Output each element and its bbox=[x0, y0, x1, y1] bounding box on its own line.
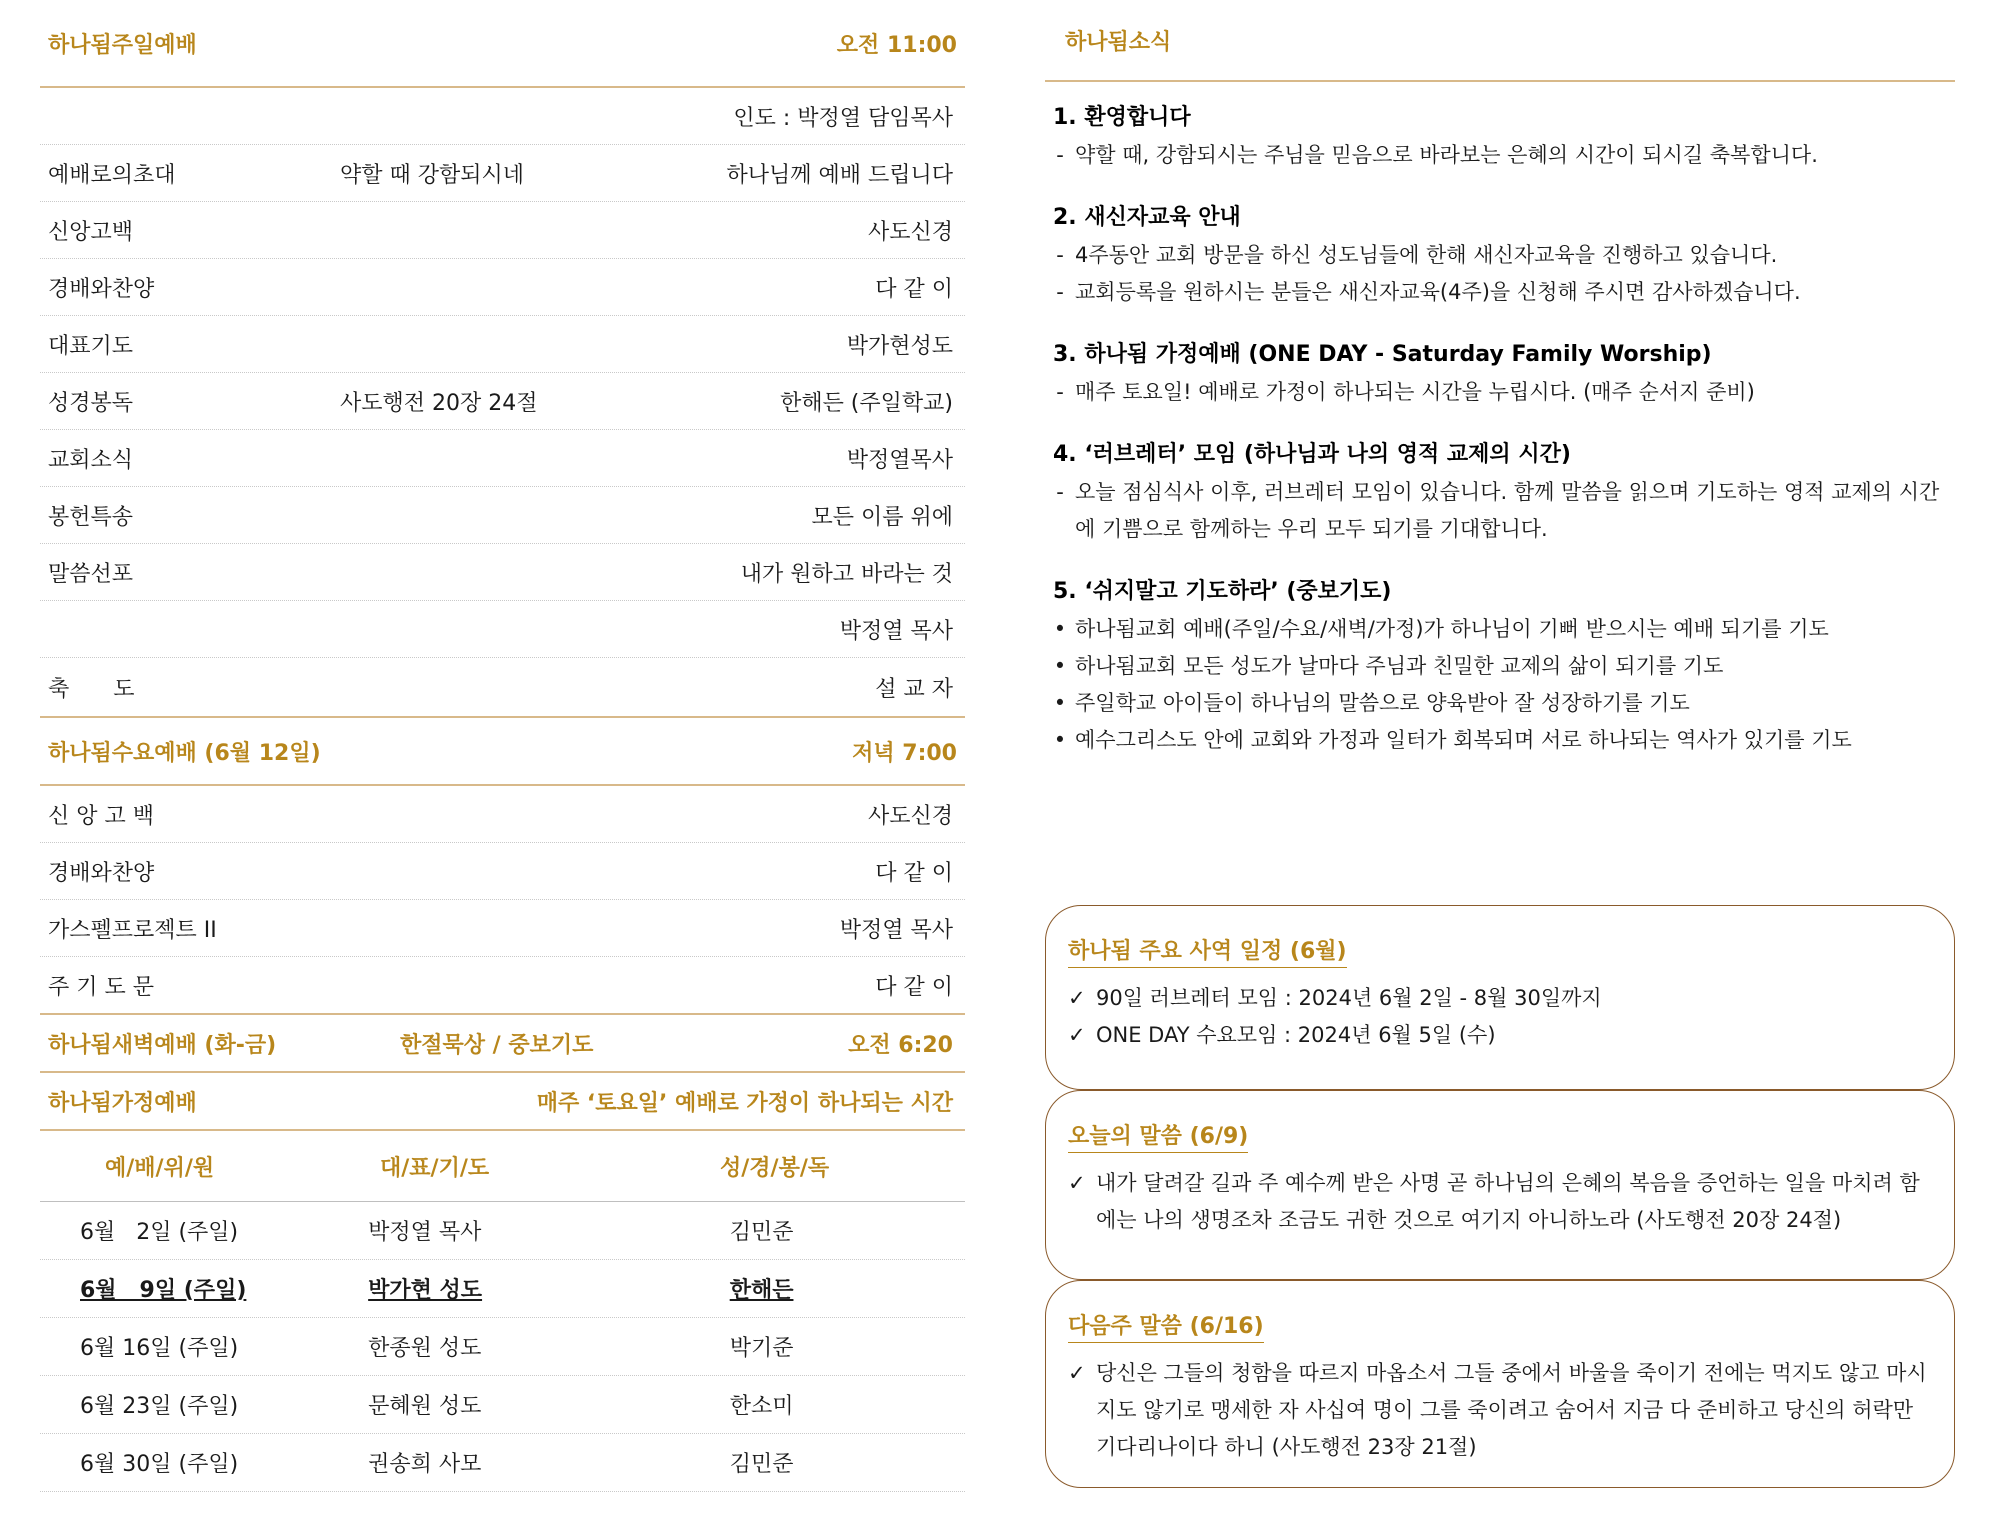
family-date: 6월 2일 (주일) bbox=[80, 1220, 239, 1245]
news-item bbox=[1045, 574, 1955, 759]
sunday-order-list bbox=[40, 145, 965, 716]
check-icon: ✓ bbox=[1068, 1361, 1086, 1385]
family-table-row bbox=[40, 1376, 965, 1434]
order-name: 교회소식 bbox=[48, 447, 134, 473]
family-title: 하나됨가정예배 bbox=[48, 1090, 197, 1116]
family-prayer: 문혜원 성도 bbox=[368, 1394, 482, 1419]
family-table-header bbox=[40, 1131, 965, 1202]
news-item bbox=[1045, 337, 1955, 411]
order-person: 다 같 이 bbox=[875, 276, 953, 302]
order-person: 사도신경 bbox=[867, 219, 953, 245]
sunday-order-row bbox=[40, 316, 965, 373]
news-heading: 5. ‘쉬지말고 기도하라’ (중보기도) bbox=[1053, 579, 1392, 604]
order-name: 신 앙 고 백 bbox=[48, 803, 154, 829]
news-line bbox=[1045, 474, 1955, 548]
sunday-order-row bbox=[40, 145, 965, 202]
sunday-leader: 인도 : 박정열 담임목사 bbox=[733, 105, 953, 131]
family-col-committee: 예/배/위/원 bbox=[105, 1155, 215, 1181]
news-line bbox=[1045, 137, 1955, 174]
news-text: 매주 토요일! 예배로 가정이 하나되는 시간을 누립시다. (매주 순서지 준비) bbox=[1075, 380, 1755, 404]
news-text: 하나됨교회 예배(주일/수요/새벽/가정)가 하나님이 기뻐 받으시는 예배 되기를 기도 bbox=[1075, 617, 1829, 641]
news-title: 하나됨소식 bbox=[1045, 0, 1955, 82]
check-text: 90일 러브레터 모임 : 2024년 6월 2일 - 8월 30일까지 bbox=[1096, 986, 1602, 1010]
family-col-prayer: 대/표/기/도 bbox=[380, 1155, 490, 1181]
order-name: 예배로의초대 bbox=[48, 162, 176, 188]
family-reading: 한소미 bbox=[729, 1394, 794, 1419]
family-col-reading: 성/경/봉/독 bbox=[720, 1155, 830, 1181]
family-prayer: 박정열 목사 bbox=[368, 1220, 482, 1245]
news-text: 교회등록을 원하시는 분들은 새신자교육(4주)을 신청해 주시면 감사하겠습니다. bbox=[1075, 280, 1801, 304]
order-name: 주 기 도 문 bbox=[48, 974, 154, 1000]
family-date: 6월 16일 (주일) bbox=[80, 1336, 239, 1361]
news-line bbox=[1045, 274, 1955, 311]
order-name: 대표기도 bbox=[48, 333, 134, 359]
next-word-title: 다음주 말씀 (6/16) bbox=[1068, 1309, 1264, 1343]
check-line bbox=[1068, 980, 1932, 1017]
check-text: ONE DAY 수요모임 : 2024년 6월 5일 (수) bbox=[1096, 1023, 1496, 1047]
order-name: 말씀선포 bbox=[48, 561, 134, 587]
news-item bbox=[1045, 437, 1955, 548]
order-person: 모든 이름 위에 bbox=[811, 504, 953, 530]
news-marker: - bbox=[1056, 480, 1064, 504]
order-person: 설 교 자 bbox=[875, 676, 953, 702]
family-date: 6월 23일 (주일) bbox=[80, 1394, 239, 1419]
wednesday-time: 저녁 7:00 bbox=[852, 740, 957, 766]
news-marker: • bbox=[1053, 728, 1067, 752]
family-date: 6월 9일 (주일) bbox=[80, 1278, 247, 1303]
news-heading: 4. ‘러브레터’ 모임 (하나님과 나의 영적 교제의 시간) bbox=[1053, 442, 1571, 467]
news-text: 4주동안 교회 방문을 하신 성도님들에 한해 새신자교육을 진행하고 있습니다. bbox=[1075, 243, 1778, 267]
news-item bbox=[1045, 100, 1955, 174]
wednesday-order-row bbox=[40, 900, 965, 957]
news-line bbox=[1045, 685, 1955, 722]
news-marker: • bbox=[1053, 617, 1067, 641]
family-reading: 김민준 bbox=[729, 1452, 794, 1477]
news-text: 약할 때, 강함되시는 주님을 믿음으로 바라보는 은혜의 시간이 되시길 축복합니다. bbox=[1075, 143, 1818, 167]
next-word-box bbox=[1045, 1280, 1955, 1488]
family-table-row bbox=[40, 1260, 965, 1318]
news-item bbox=[1045, 200, 1955, 311]
order-name: 경배와찬양 bbox=[48, 276, 155, 302]
wednesday-header bbox=[40, 716, 965, 786]
news-marker: - bbox=[1056, 280, 1064, 304]
order-person: 내가 원하고 바라는 것 bbox=[740, 561, 953, 587]
family-reading: 박기준 bbox=[729, 1336, 794, 1361]
order-name: 봉헌특송 bbox=[48, 504, 134, 530]
check-icon: ✓ bbox=[1068, 1023, 1086, 1047]
sunday-order-row bbox=[40, 487, 965, 544]
check-line bbox=[1068, 1165, 1932, 1239]
order-detail: 약할 때 강함되시네 bbox=[340, 162, 525, 188]
news-marker: - bbox=[1056, 380, 1064, 404]
check-text: 내가 달려갈 길과 주 예수께 받은 사명 곧 하나님의 은혜의 복음을 증언하는 일을 마치려 함에는 나의 생명조차 조금도 귀한 것으로 여기지 아니하노라 (사도행전 20장 24절) bbox=[1096, 1171, 1920, 1232]
family-subtitle: 매주 ‘토요일’ 예배로 가정이 하나되는 시간 bbox=[536, 1090, 953, 1116]
news-heading: 2. 새신자교육 안내 bbox=[1053, 205, 1241, 230]
family-table-row bbox=[40, 1434, 965, 1492]
sunday-leader-row bbox=[40, 88, 965, 145]
news-line bbox=[1045, 374, 1955, 411]
wednesday-order-list bbox=[40, 786, 965, 1013]
family-table-row bbox=[40, 1318, 965, 1376]
news-line bbox=[1045, 722, 1955, 759]
order-name: 성경봉독 bbox=[48, 390, 134, 416]
schedule-box bbox=[1045, 905, 1955, 1090]
family-reading: 김민준 bbox=[729, 1220, 794, 1245]
news-text: 주일학교 아이들이 하나님의 말씀으로 양육받아 잘 성장하기를 기도 bbox=[1075, 691, 1690, 715]
news-text: 예수그리스도 안에 교회와 가정과 일터가 회복되며 서로 하나되는 역사가 있기를 기도 bbox=[1075, 728, 1852, 752]
left-column bbox=[40, 0, 965, 1492]
family-reading: 한해든 bbox=[729, 1278, 794, 1303]
check-text: 당신은 그들의 청함을 따르지 마옵소서 그들 중에서 바울을 죽이기 전에는 먹지도 않고 마시지도 않기로 맹세한 자 사십여 명이 그를 죽이려고 숨어서 지금 다 준비하고 당신의 허락만 기다리나이다 하니 (사도행전 23장 21절) bbox=[1096, 1361, 1927, 1459]
news-heading: 3. 하나됨 가정예배 (ONE DAY - Saturday Family Worship) bbox=[1053, 342, 1712, 367]
sunday-order-row bbox=[40, 202, 965, 259]
sunday-order-row bbox=[40, 544, 965, 601]
family-table-row bbox=[40, 1202, 965, 1260]
wednesday-order-row bbox=[40, 957, 965, 1013]
dawn-title: 하나됨새벽예배 (화-금) bbox=[48, 1032, 277, 1058]
order-person: 박정열 목사 bbox=[839, 618, 953, 644]
order-person: 박정열 목사 bbox=[839, 917, 953, 943]
next-word-text bbox=[1068, 1355, 1932, 1466]
wednesday-title: 하나됨수요예배 (6월 12일) bbox=[48, 740, 321, 766]
news-line bbox=[1045, 611, 1955, 648]
family-prayer: 박가현 성도 bbox=[368, 1278, 483, 1303]
sunday-order-row bbox=[40, 601, 965, 658]
dawn-header bbox=[40, 1013, 965, 1073]
sunday-order-row bbox=[40, 259, 965, 316]
news-line bbox=[1045, 648, 1955, 685]
family-date: 6월 30일 (주일) bbox=[80, 1452, 239, 1477]
schedule-title: 하나됨 주요 사역 일정 (6월) bbox=[1068, 934, 1347, 968]
family-header bbox=[40, 1073, 965, 1131]
news-heading: 1. 환영합니다 bbox=[1053, 105, 1191, 130]
order-name: 신앙고백 bbox=[48, 219, 134, 245]
sunday-header bbox=[40, 0, 965, 88]
check-line bbox=[1068, 1017, 1932, 1054]
order-person: 다 같 이 bbox=[875, 860, 953, 886]
schedule-list bbox=[1068, 980, 1932, 1054]
dawn-time: 오전 6:20 bbox=[848, 1032, 953, 1058]
dawn-program: 한절묵상 / 중보기도 bbox=[400, 1032, 594, 1058]
sunday-order-row bbox=[40, 658, 965, 716]
order-person: 박정열목사 bbox=[846, 447, 953, 473]
today-word-box bbox=[1045, 1090, 1955, 1280]
news-text: 하나됨교회 모든 성도가 날마다 주님과 친밀한 교제의 삶이 되기를 기도 bbox=[1075, 654, 1724, 678]
today-word-text bbox=[1068, 1165, 1932, 1239]
order-name: 경배와찬양 bbox=[48, 860, 155, 886]
right-column bbox=[1045, 0, 1955, 759]
order-name: 축 도 bbox=[48, 676, 135, 702]
family-prayer: 권송희 사모 bbox=[368, 1452, 482, 1477]
news-line bbox=[1045, 237, 1955, 274]
news-marker: • bbox=[1053, 654, 1067, 678]
news-marker: - bbox=[1056, 243, 1064, 267]
wednesday-order-row bbox=[40, 786, 965, 843]
family-table-body bbox=[40, 1202, 965, 1492]
news-marker: - bbox=[1056, 143, 1064, 167]
order-person: 박가현성도 bbox=[846, 333, 953, 359]
wednesday-order-row bbox=[40, 843, 965, 900]
news-marker: • bbox=[1053, 691, 1067, 715]
sunday-title: 하나됨주일예배 bbox=[48, 32, 197, 58]
check-icon: ✓ bbox=[1068, 986, 1086, 1010]
check-icon: ✓ bbox=[1068, 1171, 1086, 1195]
order-person: 사도신경 bbox=[867, 803, 953, 829]
sunday-order-row bbox=[40, 373, 965, 430]
order-person: 하나님께 예배 드립니다 bbox=[726, 162, 953, 188]
order-person: 한해든 (주일학교) bbox=[780, 390, 953, 416]
sunday-order-row bbox=[40, 430, 965, 487]
check-line bbox=[1068, 1355, 1932, 1466]
news-list bbox=[1045, 100, 1955, 759]
family-prayer: 한종원 성도 bbox=[368, 1336, 482, 1361]
order-detail: 사도행전 20장 24절 bbox=[340, 390, 538, 416]
order-name: 가스펠프로젝트 II bbox=[48, 917, 217, 943]
sunday-time: 오전 11:00 bbox=[836, 32, 957, 58]
order-person: 다 같 이 bbox=[875, 974, 953, 1000]
today-word-title: 오늘의 말씀 (6/9) bbox=[1068, 1119, 1248, 1153]
news-text: 오늘 점심식사 이후, 러브레터 모임이 있습니다. 함께 말씀을 읽으며 기도하는 영적 교제의 시간에 기쁨으로 함께하는 우리 모두 되기를 기대합니다. bbox=[1075, 480, 1940, 541]
